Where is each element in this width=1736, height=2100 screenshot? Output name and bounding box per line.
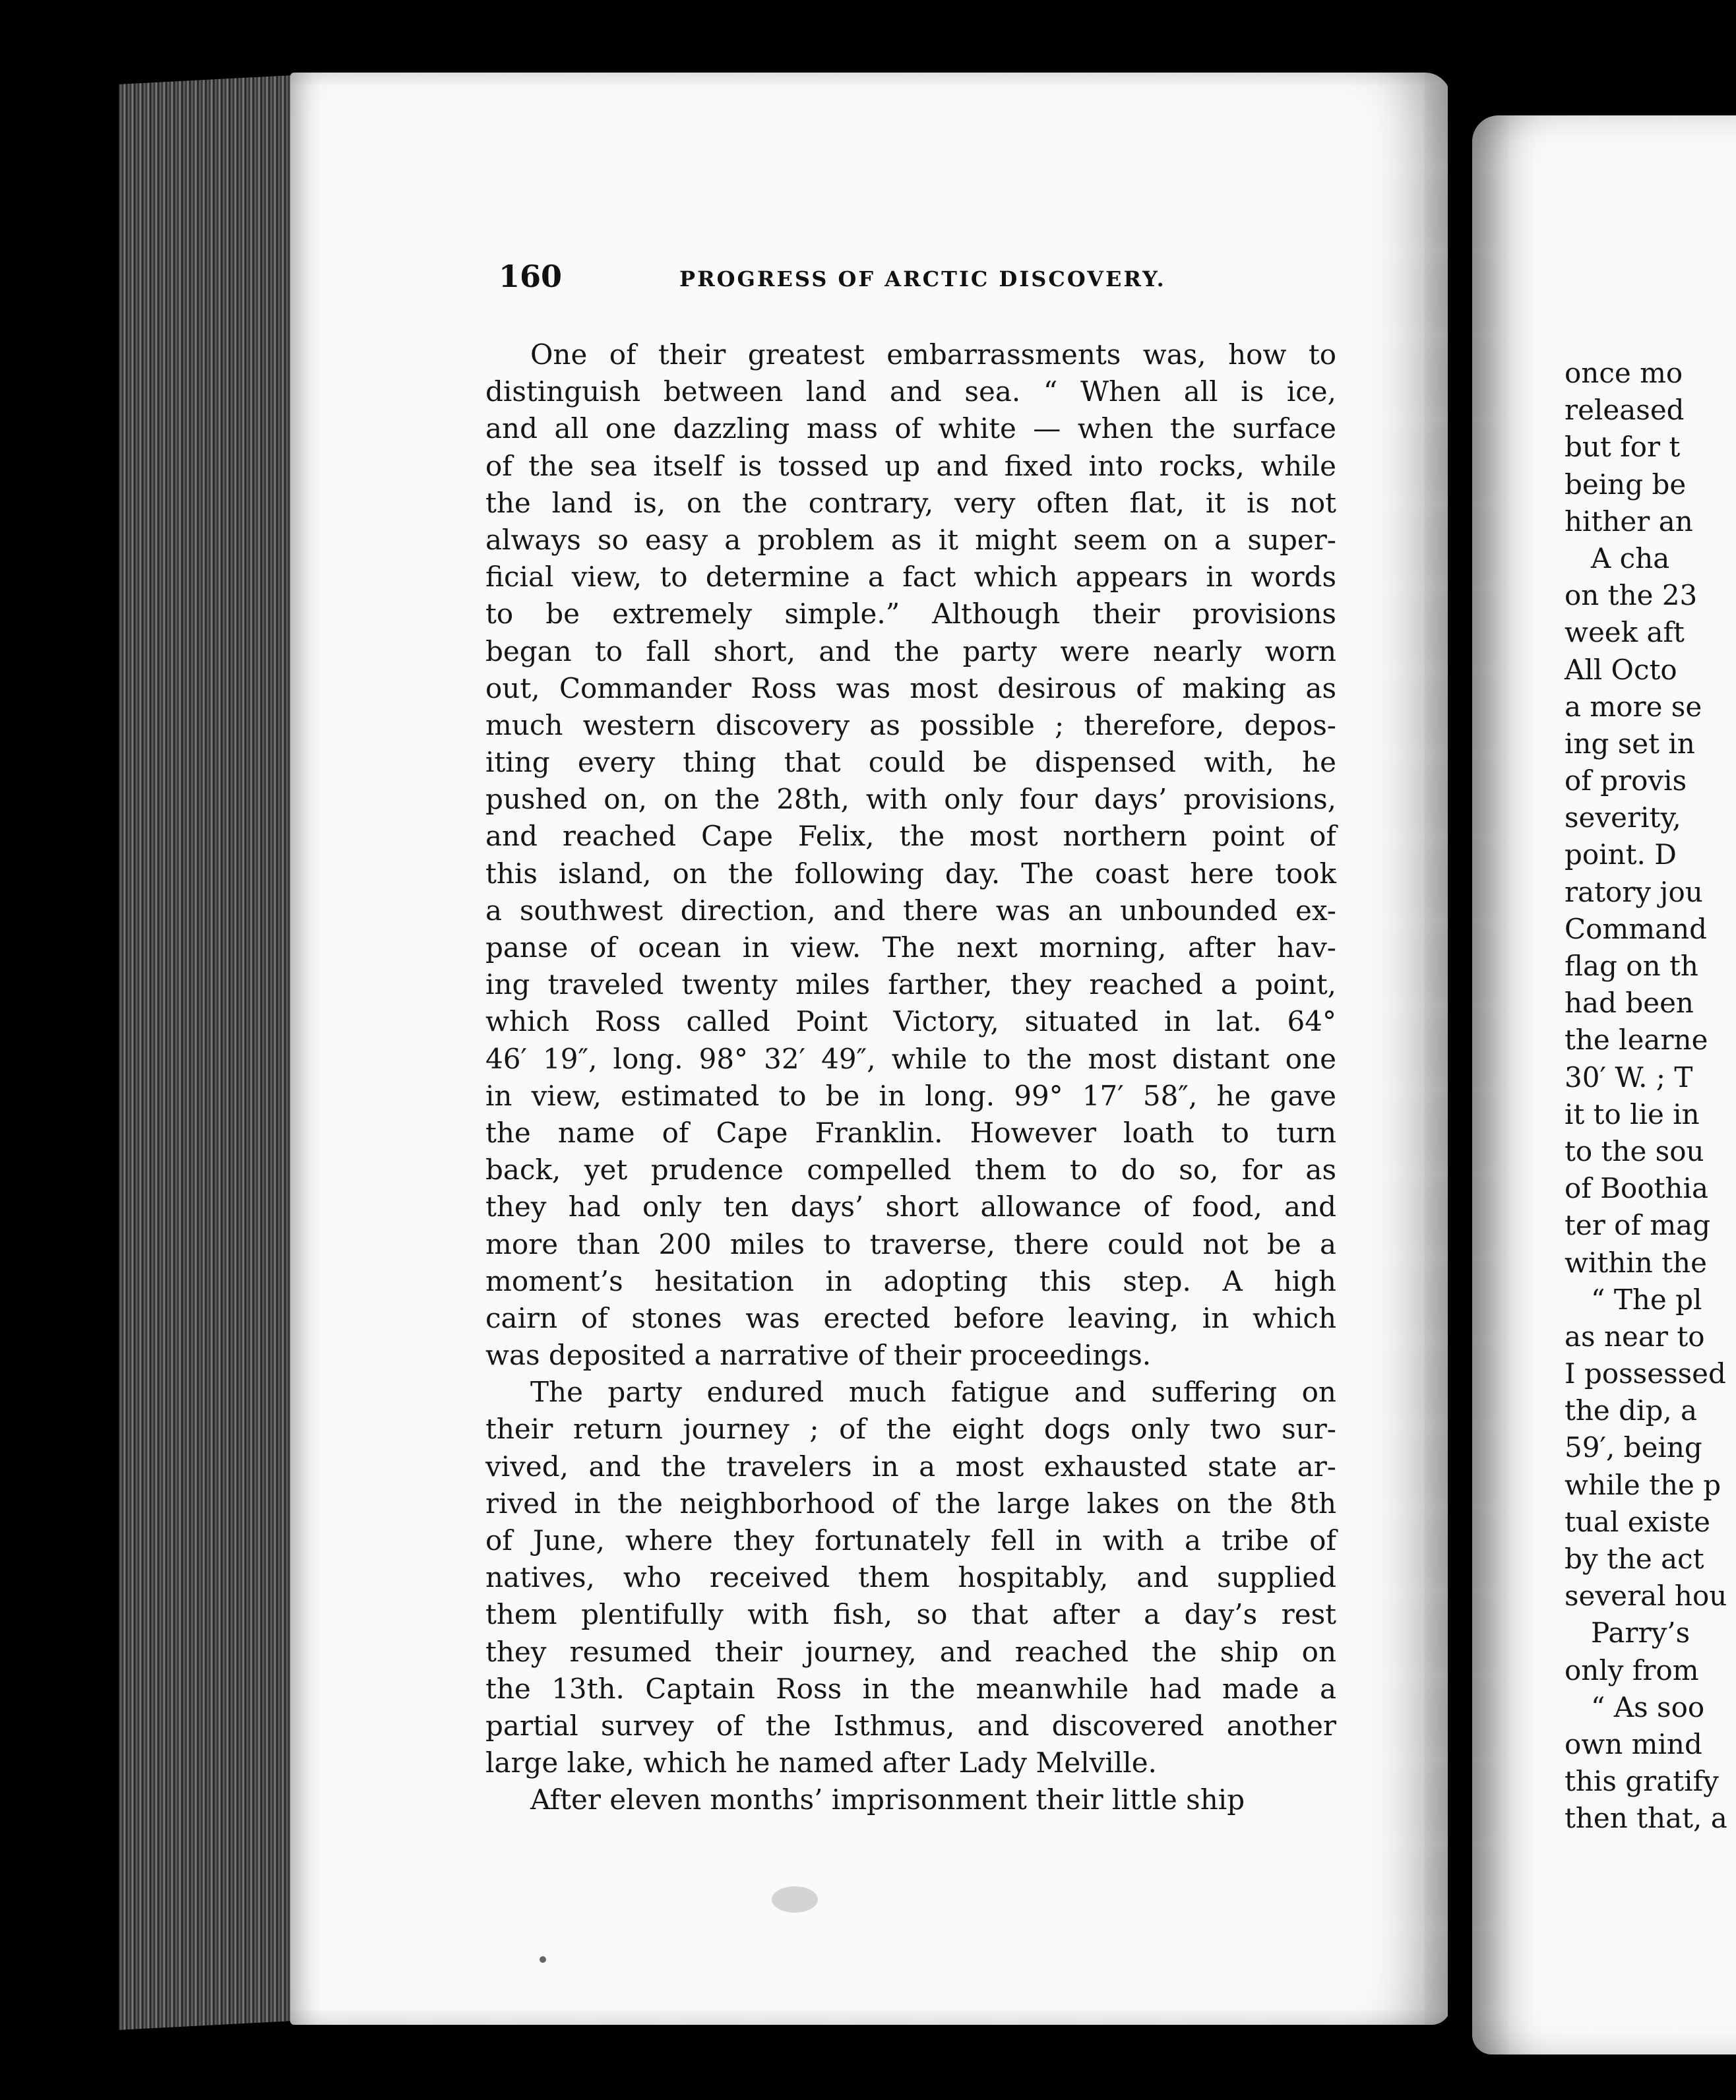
text-line: of the sea itself is tossed up and fixed into rocks, while bbox=[485, 449, 1336, 482]
right-text-line: once mo bbox=[1565, 357, 1683, 389]
text-line: and all one dazzling mass of white — when the surface bbox=[485, 412, 1336, 445]
right-text-line: 30′ W. ; T bbox=[1565, 1061, 1693, 1094]
right-text-line: Command bbox=[1565, 912, 1708, 945]
right-text-line: of provis bbox=[1565, 764, 1687, 797]
ink-smudge bbox=[772, 1886, 818, 1913]
ink-dot bbox=[540, 1956, 546, 1963]
right-text-line: only from bbox=[1565, 1653, 1699, 1686]
text-line: the land is, on the contrary, very often flat, it is not bbox=[485, 486, 1336, 519]
right-text-line: A cha bbox=[1591, 541, 1670, 574]
text-line: of June, where they fortunately fell in with a tribe of bbox=[485, 1524, 1336, 1557]
text-line: always so easy a problem as it might seem on a super- bbox=[485, 523, 1336, 556]
text-line: partial survey of the Isthmus, and discovered another bbox=[485, 1709, 1336, 1742]
text-line: iting every thing that could be dispensed with, he bbox=[485, 746, 1336, 779]
text-line: pushed on, on the 28th, with only four days’ provisions, bbox=[485, 783, 1336, 816]
right-text-line: of Boothia bbox=[1565, 1172, 1709, 1205]
right-text-line: “ As soo bbox=[1591, 1690, 1705, 1723]
text-line: much western discovery as possible ; therefore, depos- bbox=[485, 708, 1336, 741]
right-text-line: on the 23 bbox=[1565, 579, 1698, 612]
right-text-line: to the sou bbox=[1565, 1134, 1704, 1167]
right-text-line: released bbox=[1565, 394, 1685, 427]
right-text-line: “ The pl bbox=[1591, 1283, 1702, 1316]
right-text-line: hither an bbox=[1565, 505, 1693, 538]
text-line: One of their greatest embarrassments was, how to bbox=[530, 338, 1336, 371]
right-text-line: several hou bbox=[1565, 1580, 1727, 1613]
text-line: large lake, which he named after Lady Melville. bbox=[485, 1746, 1157, 1779]
text-line: them plentifully with fish, so that after a day’s rest bbox=[485, 1598, 1336, 1631]
text-line: rived in the neighborhood of the large lakes on the 8th bbox=[485, 1487, 1336, 1520]
right-text-line: point. D bbox=[1565, 838, 1677, 871]
right-text-line: being be bbox=[1565, 468, 1687, 501]
text-line: cairn of stones was erected before leaving, in which bbox=[485, 1301, 1336, 1334]
right-text-line: Parry’s bbox=[1591, 1617, 1690, 1650]
text-line: ficial view, to determine a fact which appears in words bbox=[485, 561, 1336, 594]
text-line: back, yet prudence compelled them to do so, for as bbox=[485, 1154, 1336, 1187]
text-line: distinguish between land and sea. “ When all is ice, bbox=[485, 375, 1336, 408]
right-text-line: a more se bbox=[1565, 690, 1702, 723]
right-text-line: while the p bbox=[1565, 1468, 1721, 1501]
text-line: their return journey ; of the eight dogs only two sur- bbox=[485, 1413, 1336, 1446]
text-line: a southwest direction, and there was an unbounded ex- bbox=[485, 894, 1336, 927]
right-text-line: had been bbox=[1565, 987, 1694, 1020]
right-text-line: within the bbox=[1565, 1246, 1707, 1279]
running-title: PROGRESS OF ARCTIC DISCOVERY. bbox=[679, 266, 1166, 292]
text-line: out, Commander Ross was most desirous of making as bbox=[485, 671, 1336, 704]
text-line: the 13th. Captain Ross in the meanwhile had made a bbox=[485, 1672, 1336, 1705]
right-text-line: ratory jou bbox=[1565, 875, 1703, 908]
right-text-line: severity, bbox=[1565, 801, 1681, 834]
text-line: panse of ocean in view. The next morning, after hav- bbox=[485, 931, 1336, 964]
text-line: was deposited a narrative of their proceedings. bbox=[485, 1339, 1152, 1372]
page-edges bbox=[119, 74, 317, 2030]
right-text-line: by the act bbox=[1565, 1543, 1704, 1575]
right-page-body-text bbox=[1565, 355, 1729, 1838]
text-line: The party endured much fatigue and suffering on bbox=[530, 1376, 1336, 1409]
text-line: in view, estimated to be in long. 99° 17′ 58″, he gave bbox=[485, 1079, 1336, 1112]
text-line: began to fall short, and the party were nearly worn bbox=[485, 634, 1336, 667]
right-text-line: this gratify bbox=[1565, 1765, 1719, 1798]
text-line: 46′ 19″, long. 98° 32′ 49″, while to the most distant one bbox=[485, 1042, 1336, 1075]
text-line: they resumed their journey, and reached the ship on bbox=[485, 1635, 1336, 1668]
right-text-line: I possessed bbox=[1565, 1357, 1726, 1390]
text-line: After eleven months’ imprisonment their little ship bbox=[530, 1783, 1245, 1816]
running-head bbox=[499, 259, 1343, 305]
right-text-line: it to lie in bbox=[1565, 1097, 1700, 1130]
right-text-line: tual existe bbox=[1565, 1505, 1711, 1538]
right-text-line: the learne bbox=[1565, 1024, 1708, 1057]
right-text-line: then that, a bbox=[1565, 1802, 1727, 1835]
right-text-line: week aft bbox=[1565, 616, 1685, 649]
text-line: they had only ten days’ short allowance of food, and bbox=[485, 1190, 1336, 1223]
text-line: ing traveled twenty miles farther, they reached a point, bbox=[485, 968, 1336, 1001]
right-text-line: own mind bbox=[1565, 1727, 1702, 1760]
text-line: natives, who received them hospitably, and supplied bbox=[485, 1561, 1336, 1594]
text-line: this island, on the following day. The coast here took bbox=[485, 857, 1336, 890]
right-text-line: as near to bbox=[1565, 1320, 1705, 1353]
left-page-body-text bbox=[485, 336, 1336, 1819]
text-line: vived, and the travelers in a most exhausted state ar- bbox=[485, 1450, 1336, 1483]
text-line: more than 200 miles to traverse, there could not be a bbox=[485, 1227, 1336, 1260]
right-text-line: All Octo bbox=[1565, 653, 1677, 686]
right-text-line: the dip, a bbox=[1565, 1394, 1698, 1427]
right-text-line: ing set in bbox=[1565, 727, 1695, 760]
right-text-line: ter of mag bbox=[1565, 1209, 1711, 1242]
text-line: the name of Cape Franklin. However loath to turn bbox=[485, 1116, 1336, 1149]
text-line: moment’s hesitation in adopting this step. A high bbox=[485, 1264, 1336, 1297]
right-text-line: 59′, being bbox=[1565, 1431, 1702, 1464]
text-line: and reached Cape Felix, the most northern point of bbox=[485, 820, 1336, 853]
page-number: 160 bbox=[499, 259, 563, 294]
text-line: to be extremely simple.” Although their provisions bbox=[485, 598, 1336, 631]
right-text-line: flag on th bbox=[1565, 950, 1698, 982]
text-line: which Ross called Point Victory, situated in lat. 64° bbox=[485, 1005, 1336, 1038]
right-text-line: but for t bbox=[1565, 431, 1681, 464]
